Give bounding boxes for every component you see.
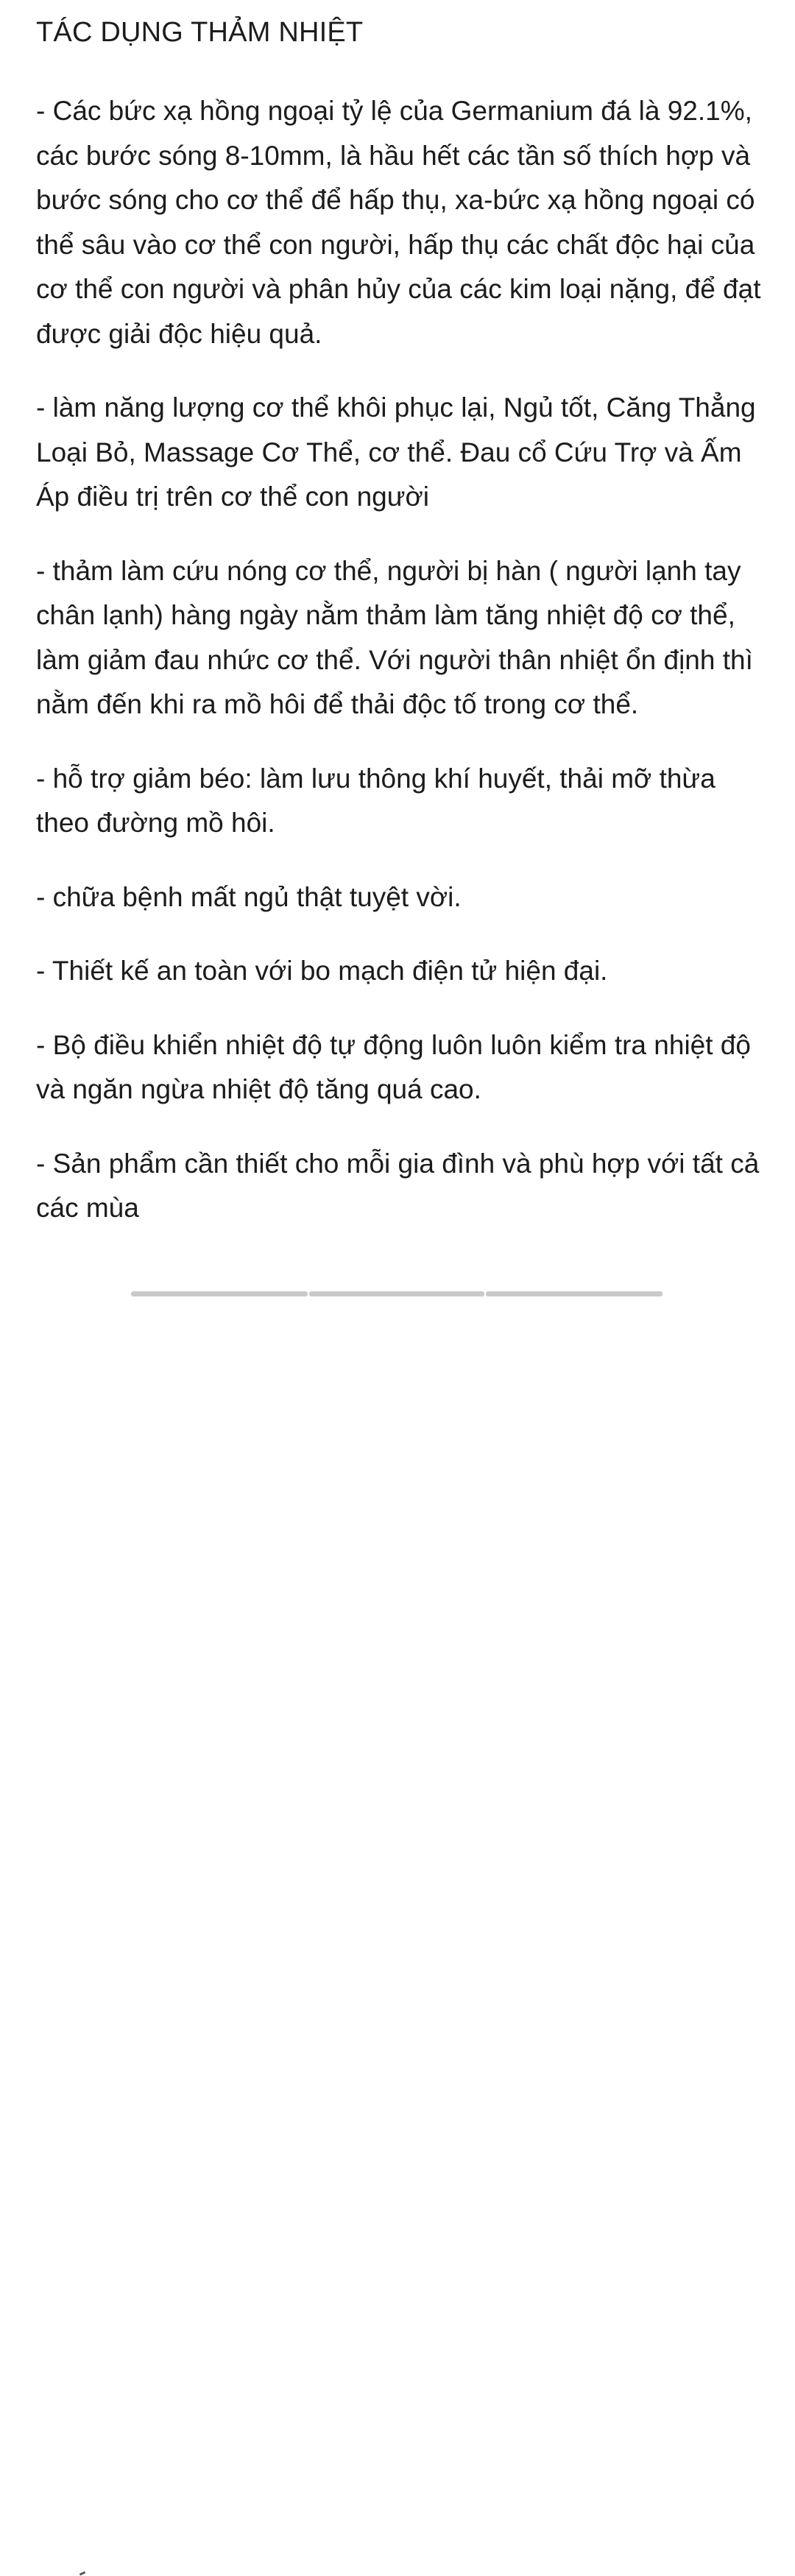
accent-mark-fragment [80, 2571, 86, 2575]
article-content [36, 13, 765, 1231]
paragraph-thermostat: - Bộ điều khiển nhiệt độ tự động luôn luôn kiểm tra nhiệt độ và ngăn ngừa nhiệt độ tăng quá cao. [36, 1029, 751, 1104]
toolbar-tab-3[interactable] [486, 1291, 662, 1296]
paragraph-slimming: - hỗ trợ giảm béo: làm lưu thông khí huyết, thải mỡ thừa theo đường mồ hôi. [36, 763, 716, 838]
paragraph-safety: - Thiết kế an toàn với bo mạch điện tử hiện đại. [36, 956, 608, 986]
toolbar-tab-1[interactable] [131, 1291, 308, 1296]
paragraph-germanium: - Các bức xạ hồng ngoại tỷ lệ của Germanium đá là 92.1%, các bước sóng 8-10mm, là hầu hết các tần số thích hợp và bước sóng cho cơ thể để hấp thụ, xa-bức xạ hồng ngoại có thể sâu vào cơ thể con người, hấp thụ các chất độc hại của cơ thể con người và phân hủy của các kim loại nặng, để đạt được giải độc hiệu quả. [36, 96, 761, 349]
paragraph-family: - Sản phẩm cần thiết cho mỗi gia đình và phù hợp với tất cả các mùa [36, 1148, 760, 1223]
paragraph-warming: - thảm làm cứu nóng cơ thể, người bị hàn ( người lạnh tay chân lạnh) hàng ngày nằm thảm làm tăng nhiệt độ cơ thể, làm giảm đau nhức cơ thể. Với người thân nhiệt ổn định thì nằm đến khi ra mồ hôi để thải độc tố trong cơ thể. [36, 555, 753, 719]
toolbar-tab-2[interactable] [309, 1291, 484, 1296]
paragraph-energy: - làm năng lượng cơ thể khôi phục lại, Ngủ tốt, Căng Thẳng Loại Bỏ, Massage Cơ Thể, cơ thể. Đau cổ Cứu Trợ và Ấm Áp điều trị trên cơ thể con người [36, 392, 756, 512]
paragraph-insomnia: - chữa bệnh mất ngủ thật tuyệt vời. [36, 881, 462, 912]
article-title: TÁC DỤNG THẢM NHIỆT [36, 17, 364, 48]
bottom-toolbar-edge [0, 1288, 795, 1296]
